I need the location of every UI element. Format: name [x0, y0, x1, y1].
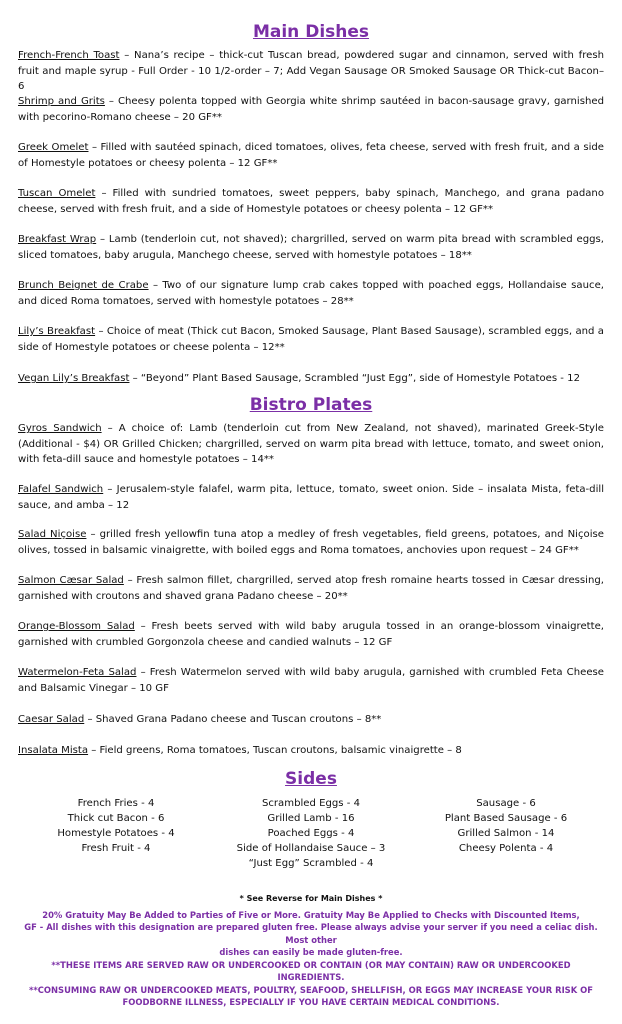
- sides-column-1: [16, 796, 216, 856]
- menu-item: [18, 94, 604, 125]
- sides-column-3: [406, 796, 606, 856]
- menu-item-name: Falafel Sandwich: [18, 484, 104, 495]
- side-item: Homestyle Potatoes - 4: [57, 828, 175, 839]
- menu-item-description: – Filled with sundried tomatoes, sweet peppers, baby spinach, Manchego, and grana padano cheese, served with fresh fruit, and a side of Homestyle potatoes or cheesy polenta – 12 GF**: [18, 188, 604, 215]
- menu-item-name: Gyros Sandwich: [18, 423, 102, 434]
- menu-item: [18, 371, 604, 387]
- menu-item-description: – Lamb (tenderloin cut, not shaved); chargrilled, served on warm pita bread with scrambled eggs, sliced tomatoes, baby arugula, Manchego cheese, served with homestyle potatoes – 18**: [18, 234, 604, 261]
- menu-item-description: – Fresh salmon fillet, chargrilled, served atop fresh romaine hearts tossed in Cæsar dressing, garnished with croutons and shaved grana Padano cheese – 20**: [18, 575, 604, 602]
- menu-item: [18, 140, 604, 171]
- consumer-warning-line-2: FOODBORNE ILLNESS, ESPECIALLY IF YOU HAVE CERTAIN MEDICAL CONDITIONS.: [122, 997, 500, 1007]
- menu-item-name: Shrimp and Grits: [18, 96, 105, 107]
- menu-item-description: – Shaved Grana Padano cheese and Tuscan croutons – 8**: [84, 714, 382, 725]
- side-item: Grilled Salmon - 14: [457, 828, 555, 839]
- sides-column-2: [211, 796, 411, 871]
- side-item: Cheesy Polenta - 4: [458, 843, 554, 854]
- gratuity-note: 20% Gratuity May Be Added to Parties of Five or More. Gratuity May Be Applied to Checks with Discounted Items,: [42, 909, 580, 920]
- menu-item-description: – A choice of: Lamb (tenderloin cut from New Zealand, not shaved), marinated Greek-Style (Additional - $4) OR Grilled Chicken; chargrilled, served on warm pita bread with lettuce, tomato, and sweet onion, with feta-dill sauce and homestyle potatoes – 14**: [18, 423, 604, 466]
- menu-item: [18, 186, 604, 217]
- consumer-warning-line-1: **CONSUMING RAW OR UNDERCOOKED MEATS, POULTRY, SEAFOOD, SHELLFISH, OR EGGS MAY INCREASE YOUR RISK OF: [29, 984, 593, 995]
- side-item: Scrambled Eggs - 4: [261, 798, 361, 809]
- menu-item-name: Vegan Lily’s Breakfast: [18, 373, 130, 384]
- menu-item-name: Brunch Beignet de Crabe: [18, 280, 149, 291]
- side-item: French Fries - 4: [77, 798, 155, 809]
- menu-item-description: – Nana’s recipe – thick-cut Tuscan bread, powdered sugar and cinnamon, served with fresh fruit and maple syrup - Full Order - 10 1/2-order – 7; Add Vegan Sausage OR Smoked Sausage OR Thick-cut Bacon– 6: [18, 50, 604, 93]
- side-item: Sausage - 6: [476, 798, 536, 809]
- menu-item-name: Tuscan Omelet: [18, 188, 96, 199]
- side-item: Grilled Lamb - 16: [267, 813, 355, 824]
- gluten-free-note-line-2: dishes can easily be made gluten-free.: [219, 947, 403, 957]
- menu-item: [18, 232, 604, 263]
- side-item: Poached Eggs - 4: [267, 828, 355, 839]
- bistro-plates-heading: Bistro Plates: [249, 395, 373, 415]
- side-item: Side of Hollandaise Sauce – 3: [236, 843, 386, 854]
- menu-item-description: – Choice of meat (Thick cut Bacon, Smoked Sausage, Plant Based Sausage), scrambled eggs, and a side of Homestyle potatoes or cheese polenta – 12**: [18, 326, 604, 353]
- menu-item: [18, 324, 604, 355]
- menu-item: [18, 278, 604, 309]
- menu-item-name: Lily’s Breakfast: [18, 326, 96, 337]
- menu-item-description: – Jerusalem-style falafel, warm pita, lettuce, tomato, sweet onion. Side – insalata Mista, feta-dill sauce, and amba – 12: [18, 484, 605, 511]
- menu-item: [18, 48, 604, 95]
- raw-items-note-line-2: INGREDIENTS.: [277, 972, 345, 982]
- side-item: “Just Egg” Scrambled - 4: [248, 858, 374, 869]
- menu-item-description: – Two of our signature lump crab cakes topped with poached eggs, Hollandaise sauce, and diced Roma tomatoes, served with homestyle potatoes – 28**: [18, 280, 604, 307]
- menu-item-description: – grilled fresh yellowfin tuna atop a medley of fresh vegetables, field greens, potatoes, and Niçoise olives, tossed in balsamic vinaigrette, with boiled eggs and Roma tomatoes, anchovies upon request – 24 GF**: [18, 529, 604, 556]
- sides-grid: [0, 796, 622, 872]
- menu-item: [18, 619, 604, 650]
- sides-heading: Sides: [285, 769, 337, 789]
- menu-item-name: Breakfast Wrap: [18, 234, 97, 245]
- menu-item: [18, 421, 604, 468]
- menu-item-name: Greek Omelet: [18, 142, 89, 153]
- menu-item-name: Watermelon-Feta Salad: [18, 667, 137, 678]
- raw-items-note-line-1: **THESE ITEMS ARE SERVED RAW OR UNDERCOOKED OR CONTAIN (OR MAY CONTAIN) RAW OR UNDERCOOKED: [51, 959, 571, 970]
- menu-item-name: Caesar Salad: [18, 714, 85, 725]
- menu-item-description: – Fresh beets served with wild baby arugula tossed in an orange-blossom vinaigrette, garnished with crumbled Gorgonzola cheese and candied walnuts – 12 GF: [18, 621, 604, 648]
- menu-item-description: – Fresh Watermelon served with wild baby arugula, garnished with crumbled Feta Cheese and Balsamic Vinegar – 10 GF: [18, 667, 604, 694]
- menu-item: [18, 743, 604, 759]
- gluten-free-note-line-1: GF - All dishes with this designation are prepared gluten free. Please always advise your server if you need a celiac dish. Most other: [24, 922, 598, 945]
- menu-item: [18, 527, 604, 558]
- menu-item-name: Insalata Mista: [18, 745, 89, 756]
- main-dishes-heading: Main Dishes: [252, 22, 370, 42]
- footer-notes: [18, 893, 604, 1009]
- menu-item: [18, 482, 604, 513]
- menu-item: [18, 573, 604, 604]
- menu-item-name: Orange-Blossom Salad: [18, 621, 135, 632]
- menu-item-name: Salad Niçoise: [18, 529, 87, 540]
- side-item: Plant Based Sausage - 6: [444, 813, 568, 824]
- menu-item-description: – Cheesy polenta topped with Georgia white shrimp sautéed in bacon-sausage gravy, garnished with pecorino-Romano cheese – 20 GF**: [18, 96, 604, 123]
- menu-item: [18, 712, 604, 728]
- side-item: Thick cut Bacon - 6: [67, 813, 165, 824]
- menu-item-description: – Filled with sautéed spinach, diced tomatoes, olives, feta cheese, served with fresh fruit, and a side of Homestyle potatoes or cheesy polenta – 12 GF**: [18, 142, 604, 169]
- side-item: Fresh Fruit - 4: [81, 843, 151, 854]
- menu-item: [18, 665, 604, 696]
- menu-item-name: Salmon Cæsar Salad: [18, 575, 124, 586]
- menu-item-description: – “Beyond” Plant Based Sausage, Scrambled “Just Egg”, side of Homestyle Potatoes - 12: [129, 373, 580, 384]
- reverse-note: * See Reverse for Main Dishes *: [239, 894, 383, 903]
- menu-item-description: – Field greens, Roma tomatoes, Tuscan croutons, balsamic vinaigrette – 8: [88, 745, 462, 756]
- menu-item-name: French-French Toast: [18, 50, 120, 61]
